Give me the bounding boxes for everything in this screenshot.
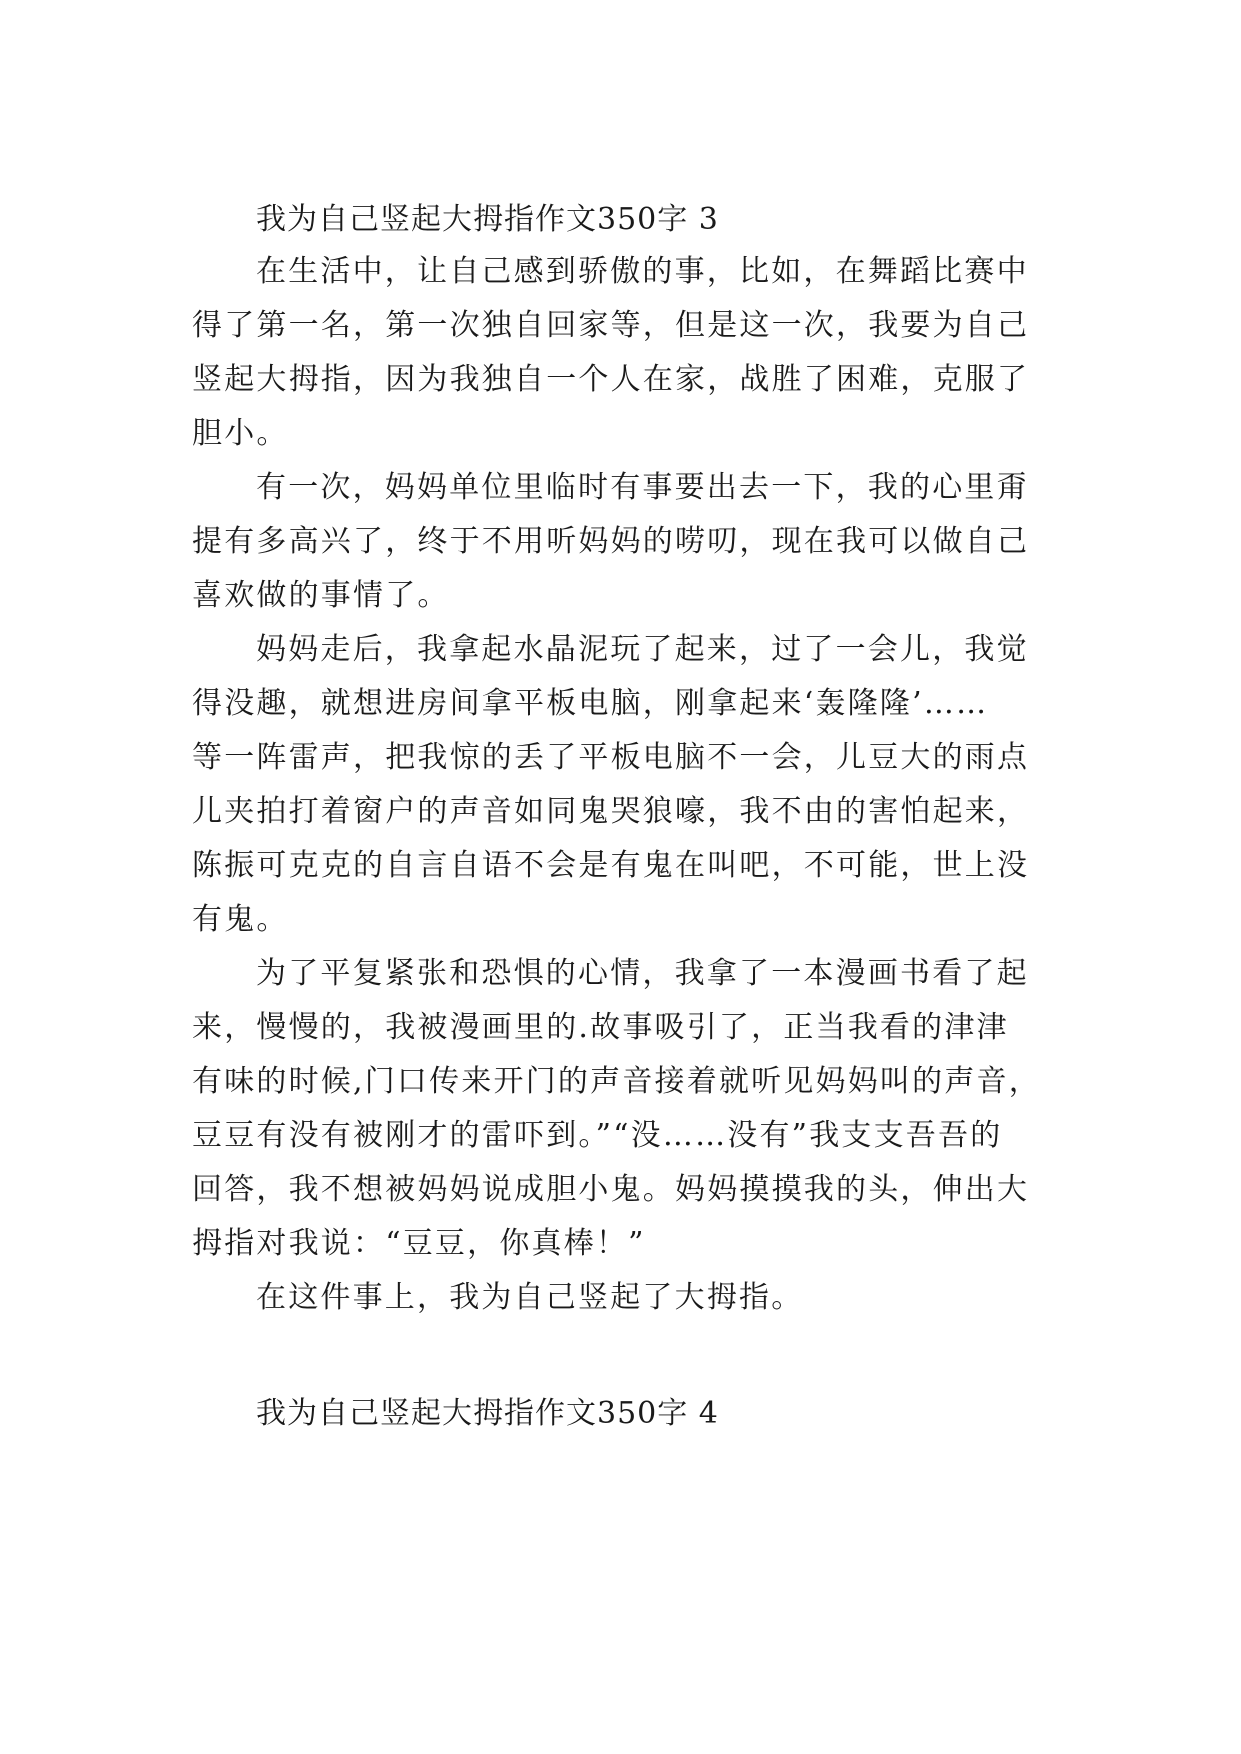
paragraph-line: 有鬼。 [192,902,289,937]
paragraph-line: 胆小。 [192,416,289,451]
paragraph-line: 在生活中，让自己感到骄傲的事，比如，在舞蹈比赛中 [256,254,1029,289]
paragraph-line: 为了平复紧张和恐惧的心情，我拿了一本漫画书看了起 [256,956,1029,991]
paragraph-line: 在这件事上，我为自己竖起了大拇指。 [256,1280,804,1315]
section-3-heading: 我为自己竖起大拇指作文350字 3 [256,202,719,237]
paragraph-line: 儿夹拍打着窗户的声音如同鬼哭狼嚎，我不由的害怕起来， [192,794,1030,829]
section-4-heading: 我为自己竖起大拇指作文350字 4 [256,1396,719,1431]
paragraph-line: 竖起大拇指，因为我独自一个人在家，战胜了困难，克服了 [192,362,1030,397]
paragraph-line: 得没趣，就想进房间拿平板电脑，刚拿起来‘轰隆隆’…… [192,686,989,721]
paragraph-line: 陈振可克克的自言自语不会是有鬼在叫吧，不可能，世上没 [192,848,1030,883]
paragraph-line: 回答，我不想被妈妈说成胆小鬼。妈妈摸摸我的头，伸出大 [192,1172,1030,1207]
paragraph-line: 等一阵雷声，把我惊的丢了平板电脑不一会，儿豆大的雨点 [192,740,1030,775]
paragraph-line: 有一次，妈妈单位里临时有事要出去一下，我的心里甭 [256,470,1029,505]
paragraph-line: 提有多高兴了，终于不用听妈妈的唠叨，现在我可以做自己 [192,524,1030,559]
paragraph-line: 得了第一名，第一次独自回家等，但是这一次，我要为自己 [192,308,1030,343]
paragraph-line: 喜欢做的事情了。 [192,578,450,613]
paragraph-line: 豆豆有没有被刚才的雷吓到。”“没……没有”我支支吾吾的 [192,1118,1003,1153]
paragraph-line: 有味的时候,门口传来开门的声音接着就听见妈妈叫的声音， [192,1064,1041,1099]
paragraph-line: 来，慢慢的，我被漫画里的.故事吸引了，正当我看的津津 [192,1010,1009,1045]
paragraph-line: 妈妈走后，我拿起水晶泥玩了起来，过了一会儿，我觉 [256,632,1029,667]
paragraph-line: 拇指对我说：“豆豆，你真棒！” [192,1226,646,1261]
